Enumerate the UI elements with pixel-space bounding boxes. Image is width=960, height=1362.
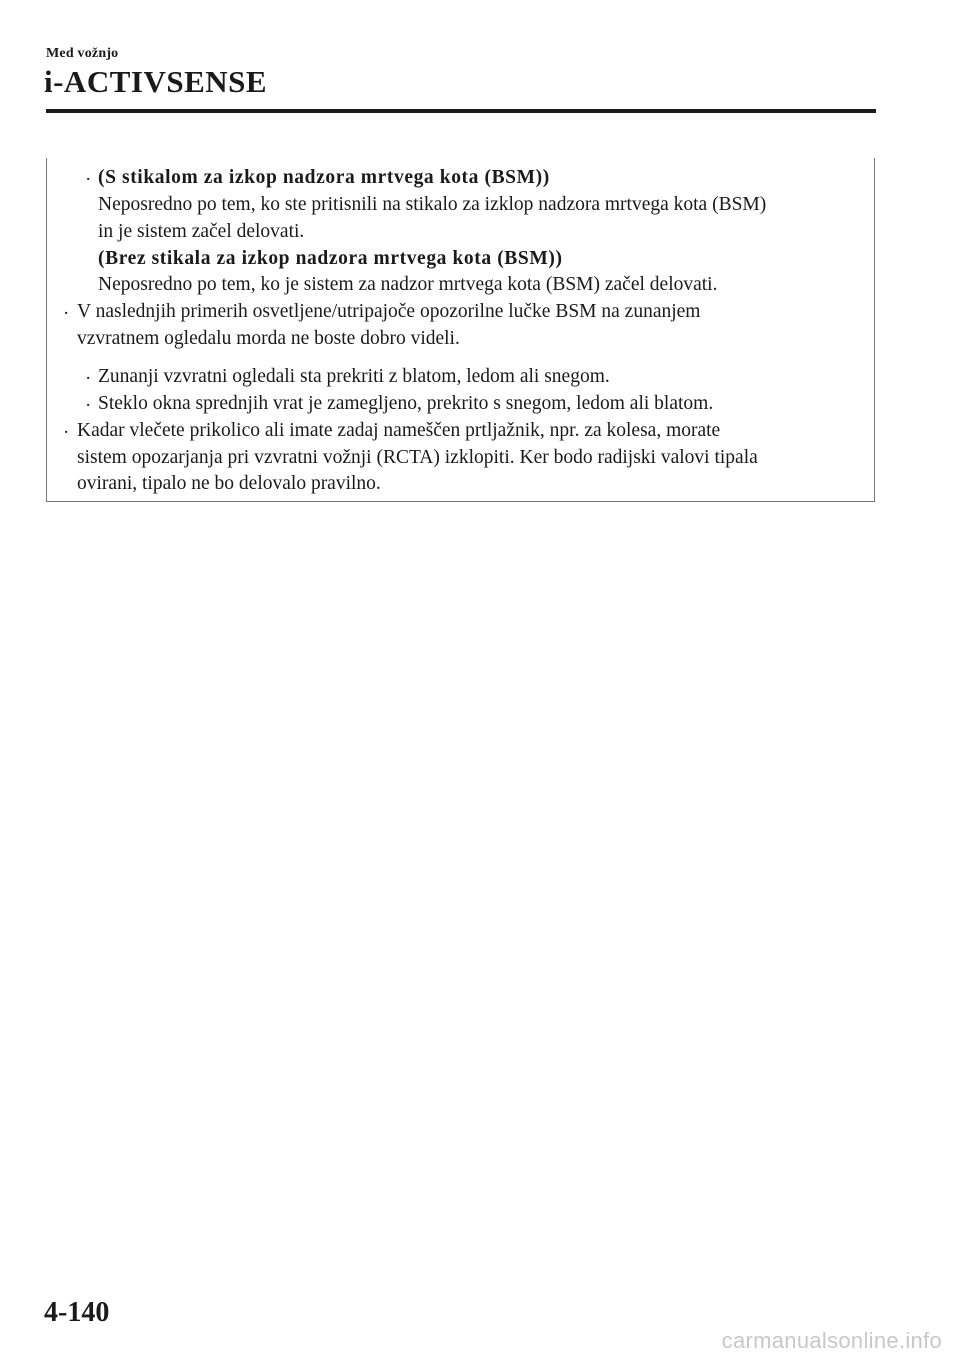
sub1-text-line1: Neposredno po tem, ko ste pritisnili na stikalo za izklop nadzora mrtvega kota (BSM) (98, 194, 767, 215)
section-label: Med vožnjo (46, 46, 119, 61)
sub4-text: Steklo okna sprednjih vrat je zamegljeno, prekrito s snegom, ledom ali blatom. (98, 393, 714, 414)
watermark: carmanualsonline.info (721, 1328, 942, 1353)
sub-bullet: · (85, 368, 92, 389)
sub1-text-line2: in je sistem začel delovati. (98, 221, 305, 242)
page-number: 4-140 (44, 1297, 110, 1328)
sub3-text: Zunanji vzvratni ogledali sta prekriti z blatom, ledom ali snegom. (98, 366, 610, 387)
chapter-title: i-ACTIVSENSE (44, 64, 268, 99)
item3-line3: ovirani, tipalo ne bo delovalo pravilno. (77, 473, 381, 494)
item3-line1: Kadar vlečete prikolico ali imate zadaj nameščen prtljažnik, npr. za kolesa, morate (77, 420, 721, 441)
item-bullet: · (63, 422, 70, 443)
header-rule (46, 109, 876, 113)
item2-line1: V naslednjih primerih osvetljene/utripajoče opozorilne lučke BSM na zunanjem (77, 301, 701, 322)
sub1-title: (S stikalom za izkop nadzora mrtvega kota (BSM)) (98, 167, 550, 188)
sub-bullet: · (85, 395, 92, 416)
item-bullet: · (63, 303, 70, 324)
sub2-text: Neposredno po tem, ko je sistem za nadzor mrtvega kota (BSM) začel delovati. (98, 274, 718, 295)
sub2-title: (Brez stikala za izkop nadzora mrtvega kota (BSM)) (98, 248, 563, 269)
item3-line2: sistem opozarjanja pri vzvratni vožnji (RCTA) izklopiti. Ker bodo radijski valovi tipala (77, 447, 758, 468)
item2-line2: vzvratnem ogledalu morda ne boste dobro videli. (77, 328, 460, 349)
sub-bullet: · (85, 169, 92, 190)
